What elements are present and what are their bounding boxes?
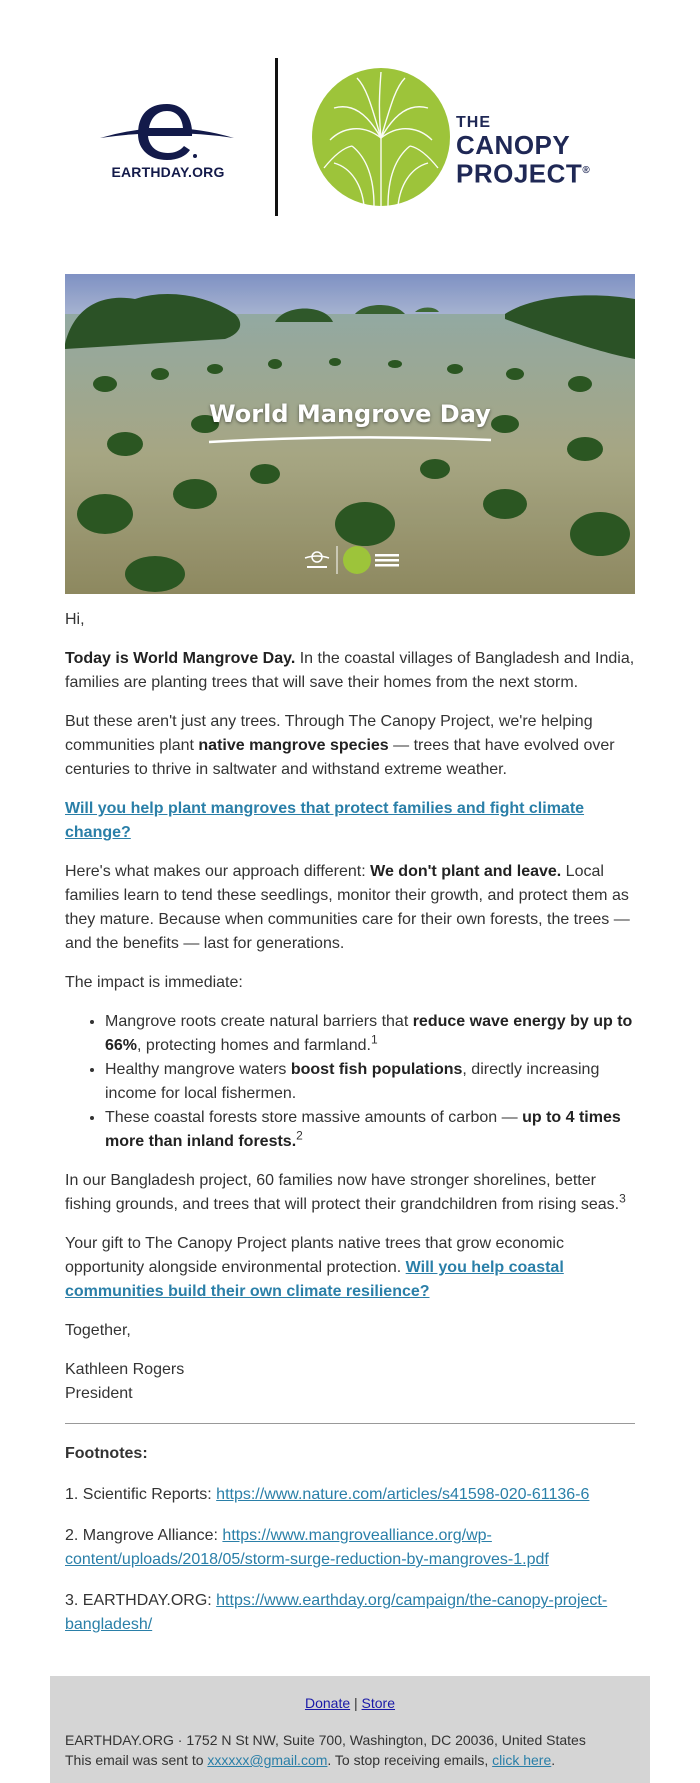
list-item [105, 1010, 635, 1058]
canopy-project-wordmark [456, 114, 606, 187]
email-body [65, 608, 635, 1654]
approach-text-b: Local families learn to tend these seedlings, monitor their growth, and protect them as they mature. Because when communities care for their own forests, the trees — and the benefits — last for generations. [65, 863, 630, 952]
trees-bold: native mangrove species [198, 737, 389, 754]
paragraph-intro [65, 647, 635, 695]
footnote-ref-3: 3 [619, 1191, 626, 1206]
canopy-canopy-text: CANOPY [456, 130, 571, 160]
footnotes-divider [65, 1423, 635, 1424]
paragraph-cta1 [65, 797, 635, 845]
paragraph-bangladesh [65, 1169, 635, 1217]
paragraph-gift [65, 1232, 635, 1304]
hero-underline-icon [205, 434, 495, 446]
canopy-tree-icon[interactable] [312, 68, 450, 206]
gift-text: Your gift to The Canopy Project plants native trees that grow economic opportunity alongside environmental protection. [65, 1235, 564, 1276]
header-divider [275, 58, 278, 216]
trees-text-a: But these aren't just any trees. Through The Canopy Project, we're helping communities plant [65, 713, 593, 754]
footnote-item [65, 1524, 635, 1572]
cta-plant-mangroves-link[interactable]: Will you help plant mangroves that protect families and fight climate change? [65, 800, 585, 841]
signer-name: Kathleen Rogers [65, 1361, 185, 1378]
paragraph-trees [65, 710, 635, 782]
canopy-project-text: PROJECT [456, 158, 583, 189]
donate-link[interactable]: Donate [304, 1695, 351, 1711]
impact-list [65, 1010, 635, 1154]
canopy-the-text: THE [456, 114, 491, 131]
list-item [105, 1058, 635, 1106]
sent-mid: . To stop receiving emails, [327, 1752, 493, 1768]
hero-banner[interactable] [65, 274, 635, 594]
li2-text-a: Healthy mangrove waters [105, 1061, 291, 1078]
signer-title: President [65, 1385, 133, 1402]
paragraph-approach [65, 860, 635, 956]
li3-bold: up to 4 times more than inland forests. [105, 1109, 621, 1150]
email-footer [50, 1676, 650, 1783]
li3-text-a: These coastal forests store massive amounts of carbon — [105, 1109, 523, 1126]
store-link[interactable]: Store [361, 1695, 396, 1711]
recipient-email-link[interactable]: xxxxxx@gmail.com [207, 1752, 328, 1768]
approach-text-a: Here's what makes our approach different: [65, 863, 371, 880]
footnote-item [65, 1483, 635, 1507]
hero-title: World Mangrove Day [209, 400, 491, 428]
li1-bold: reduce wave energy by up to 66% [105, 1013, 633, 1054]
sent-end: . [551, 1752, 556, 1768]
li2-text-b: , directly increasing income for local fishermen. [105, 1061, 600, 1102]
footnote-link-1[interactable]: https://www.nature.com/articles/s41598-020-61136-6 [216, 1486, 590, 1503]
footnote-ref-1: 1 [370, 1032, 378, 1047]
li1-text-a: Mangrove roots create natural barriers that [105, 1013, 413, 1030]
closing: Together, [65, 1322, 131, 1339]
approach-bold: We don't plant and leave. [370, 863, 562, 880]
li1-text-b: , protecting homes and farmland. [137, 1037, 371, 1054]
greeting: Hi, [65, 611, 85, 628]
earthday-wordmark: EARTHDAY.ORG [111, 164, 225, 180]
address-line: EARTHDAY.ORG · 1752 N St NW, Suite 700, Washington, DC 20036, United States [65, 1732, 586, 1748]
footnote-link-2[interactable]: https://www.mangrovealliance.org/wp-content/uploads/2018/05/storm-surge-reduction-by-mangroves-1.pdf [65, 1527, 549, 1568]
email-header [0, 0, 700, 260]
signature [65, 1358, 635, 1406]
footnotes-title: Footnotes: [65, 1445, 148, 1462]
footnote-prefix: 2. Mangrove Alliance: [65, 1527, 223, 1544]
cta-climate-resilience-link[interactable]: Will you help coastal communities build their own climate resilience? [65, 1259, 564, 1300]
footer-address [65, 1730, 645, 1770]
hero-partner-logos-icon [297, 540, 407, 580]
unsubscribe-link[interactable]: click here [492, 1752, 552, 1768]
sent-prefix: This email was sent to [65, 1752, 208, 1768]
paragraph-impact: The impact is immediate: [65, 974, 243, 991]
bangladesh-text: In our Bangladesh project, 60 families now have stronger shorelines, better fishing grounds, and trees that will protect their grandchildren from rising seas. [65, 1172, 620, 1213]
trees-text-b: — trees that have evolved over centuries to thrive in saltwater and withstand extreme weather. [65, 737, 615, 778]
list-item [105, 1106, 635, 1154]
footnote-prefix: 1. Scientific Reports: [65, 1486, 217, 1503]
li2-bold: boost fish populations [290, 1061, 463, 1078]
footnote-ref-2: 2 [296, 1128, 303, 1143]
footnote-item [65, 1589, 635, 1637]
intro-rest: In the coastal villages of Bangladesh and India, families are planting trees that will save their homes from the next storm. [65, 650, 635, 691]
footnote-prefix: 3. EARTHDAY.ORG: [65, 1592, 217, 1609]
registered-mark: ® [582, 165, 591, 176]
footer-links [50, 1695, 650, 1711]
intro-bold: Today is World Mangrove Day. [65, 650, 296, 667]
sent-to-line [65, 1750, 645, 1770]
footer-separator: | [350, 1695, 362, 1711]
footnote-link-3[interactable]: https://www.earthday.org/campaign/the-canopy-project-bangladesh/ [65, 1592, 608, 1633]
